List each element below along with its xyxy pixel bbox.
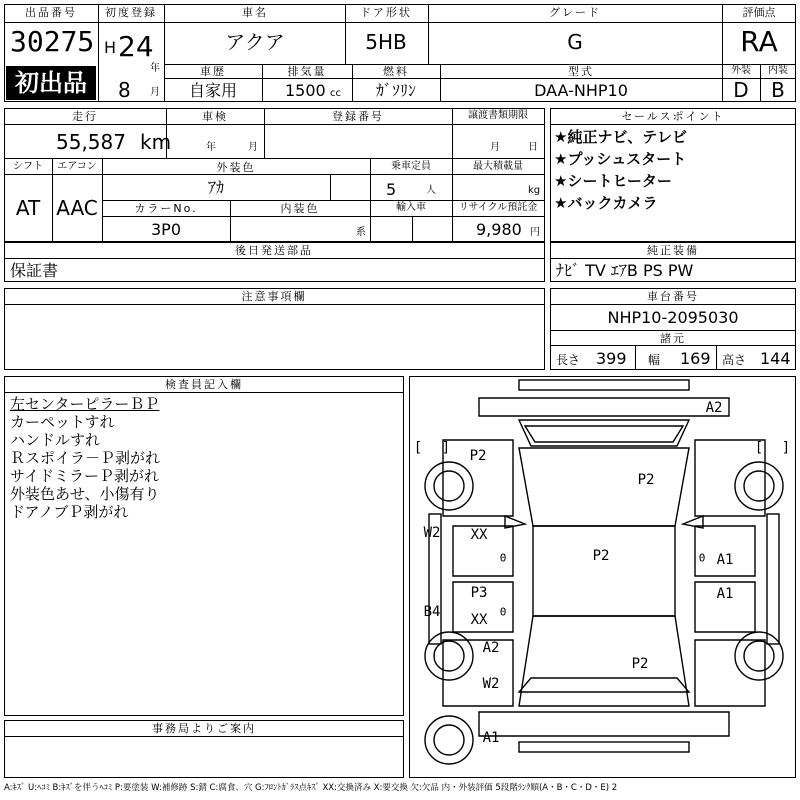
length: 399 (596, 349, 627, 368)
grade: G (567, 30, 583, 54)
height: 144 (760, 349, 791, 368)
damage-mark: P2 (592, 548, 610, 564)
reg-month: 8 (118, 78, 131, 102)
damage-mark: P2 (631, 656, 649, 672)
month-unit: 月 (150, 87, 160, 98)
door-type: 5HB (365, 30, 407, 54)
lot-no-label: 出品番号 (25, 6, 77, 19)
damage-mark: P2 (637, 472, 655, 488)
ac: AAC (56, 196, 98, 220)
model-label: 型式 (568, 65, 594, 78)
later-parts-value: 保証書 (10, 261, 59, 280)
width: 169 (680, 349, 711, 368)
recycle-unit: 円 (530, 227, 540, 238)
int-color-unit: 系 (356, 227, 366, 238)
import-label: 輸入車 (396, 202, 426, 213)
genuine-value: ﾅﾋﾞ TV ｴｱB PS PW (556, 261, 694, 280)
score-label: 評価点 (742, 6, 776, 19)
bracket-mark: ] (441, 440, 451, 456)
legend: A:ｷｽﾞ U:ﾍｺﾐ B:ｷｽﾞを伴うﾍｺﾐ P:要塗装 W:補修跡 S:錆 C:腐食、穴 G:ﾌﾛﾝﾄｶﾞﾗｽ点ｷｽﾞ XX:交換済み X:要交換 欠:欠品 内・外装評価 5段階ﾗﾝｸ順(A・B・C・D・E) 2 (4, 783, 618, 793)
inspection-month-unit: 月 (248, 142, 258, 153)
chassis-number: NHP10-2095030 (607, 308, 739, 327)
inspector-label: 検査員記入欄 (165, 378, 243, 391)
damage-mark: A2 (705, 400, 723, 416)
bracket-mark: [ (754, 440, 764, 456)
shift-label: シフト (13, 161, 43, 172)
length-label: 長さ (556, 353, 581, 367)
recycle-label: リサイクル預託金 (458, 202, 538, 213)
displacement-label: 排気量 (287, 65, 327, 78)
car-diagram (409, 376, 796, 778)
damage-mark: XX (470, 527, 488, 543)
first-listing-badge: 初出品 (6, 66, 96, 100)
damage-mark: XX (470, 612, 488, 628)
damage-mark: 0 (499, 605, 507, 619)
damage-mark: A1 (716, 586, 734, 602)
interior-grade: B (771, 78, 785, 102)
damage-mark: A1 (716, 552, 734, 568)
transfer-label: 譲渡書類期限 (468, 110, 528, 121)
height-label: 高さ (722, 353, 747, 367)
color-label: 外装色 (216, 161, 256, 174)
car-name: アクア (225, 30, 285, 54)
recycle-amount: 9,980 (476, 220, 522, 239)
transfer-month-unit: 月 (490, 142, 500, 153)
mileage: 55,587 (56, 130, 126, 154)
sales-point: ★プッシュスタート (554, 150, 687, 168)
inspector-line: ドアノブＰ剥がれ (10, 503, 129, 521)
color-no: 3P0 (150, 220, 182, 239)
load-unit: kg (528, 185, 541, 196)
lot-number: 30275 (10, 25, 95, 58)
inspector-line: カーペットすれ (10, 413, 115, 431)
inspection-year-unit: 年 (206, 142, 216, 153)
era: H (104, 38, 117, 57)
transfer-day-unit: 日 (528, 142, 538, 153)
color-no-label: カラーNo. (134, 202, 198, 215)
year-unit: 年 (150, 63, 160, 74)
first-reg-label: 初度登録 (105, 6, 157, 19)
history: 自家用 (188, 81, 238, 100)
reg-year: 24 (118, 30, 154, 63)
genuine-label: 純正装備 (647, 244, 699, 257)
load-label: 最大積載量 (473, 161, 523, 172)
reg-no-label: 登録番号 (332, 110, 384, 123)
damage-mark: W2 (482, 676, 500, 692)
sales-label: セールスポイント (621, 110, 725, 123)
mileage-label: 走行 (72, 110, 98, 123)
ac-label: エアコン (57, 161, 97, 172)
fuel: ｶﾞｿﾘﾝ (375, 81, 417, 100)
notes-label: 注意事項欄 (241, 290, 307, 303)
car-name-label: 車名 (242, 6, 268, 19)
damage-mark: P3 (470, 585, 488, 601)
exterior-grade: D (733, 78, 749, 102)
width-label: 幅 (648, 353, 661, 367)
damage-mark: A1 (482, 730, 500, 746)
bracket-mark: [ (413, 440, 423, 456)
inspector-line: 左センターピラーＢＰ (10, 395, 160, 413)
inspector-line: 外装色あせ、小傷有り (10, 485, 160, 503)
inspector-line: Ｒスポイラ－Ｐ剥がれ (10, 449, 161, 467)
color: ｱｶ (207, 178, 225, 197)
later-parts-label: 後日発送部品 (235, 244, 313, 257)
capacity: 5 (386, 180, 397, 199)
capacity-unit: 人 (426, 185, 436, 196)
grade-label: グレード (549, 6, 601, 19)
displacement-unit: cc (330, 88, 341, 99)
model: DAA-NHP10 (534, 81, 628, 100)
inspector-line: ハンドルすれ (10, 431, 101, 449)
inspector-line: サイドミラーＰ剥がれ (10, 467, 159, 485)
bracket-mark: ] (781, 440, 791, 456)
office-label: 事務局よりご案内 (152, 722, 256, 735)
damage-mark: 0 (698, 551, 706, 565)
int-color-label: 内装色 (280, 202, 320, 215)
fuel-label: 燃料 (383, 65, 409, 78)
damage-mark: A2 (482, 640, 500, 656)
details-panel (4, 108, 545, 242)
displacement: 1500 (285, 81, 326, 100)
capacity-label: 乗車定員 (391, 161, 431, 172)
damage-mark: 0 (499, 551, 507, 565)
score: RA (740, 25, 778, 58)
sales-point: ★純正ナビ、テレビ (554, 128, 687, 146)
sales-point: ★バックカメラ (554, 194, 658, 212)
exterior-label: 外装 (731, 65, 751, 76)
dims-label: 諸元 (660, 332, 686, 345)
damage-mark: P2 (469, 448, 487, 464)
history-label: 車歴 (200, 65, 226, 78)
mileage-unit: km (140, 130, 172, 154)
sales-point: ★シートヒーター (554, 172, 672, 190)
interior-label: 内装 (768, 65, 788, 76)
door-label: ドア形状 (360, 6, 412, 19)
shift: AT (15, 196, 41, 220)
inspection-label: 車検 (202, 110, 228, 123)
chassis-label: 車台番号 (647, 290, 699, 303)
damage-mark: W2 (423, 525, 441, 541)
inspector-lines (10, 395, 160, 521)
damage-mark: B4 (423, 604, 441, 620)
